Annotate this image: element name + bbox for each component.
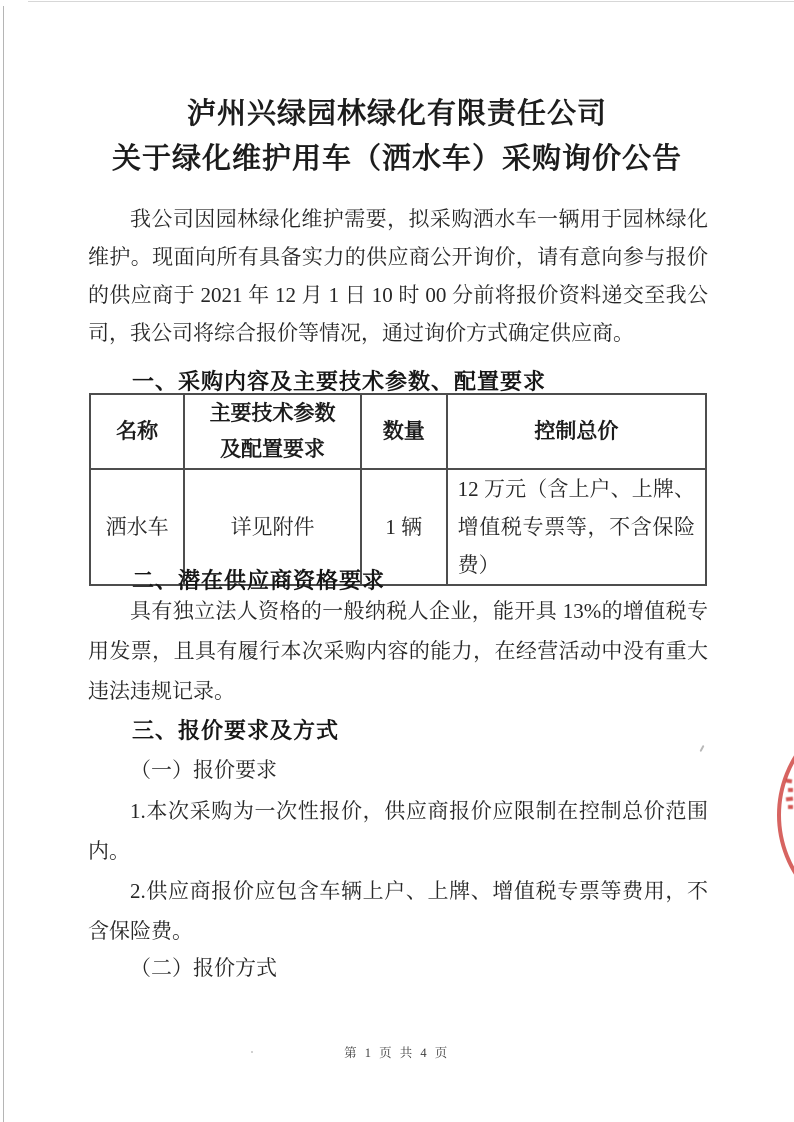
document-title-line2: 关于绿化维护用车（洒水车）采购询价公告 (111, 143, 682, 175)
cell-item-name: 洒水车 (90, 469, 184, 585)
section3-sub2-heading: （二）报价方式 (130, 956, 277, 980)
section3-item1: 1.本次采购为一次性报价，供应商报价应限制在控制总价范围内。 (88, 799, 708, 863)
red-seal-icon (777, 702, 794, 928)
intro-paragraph: 我公司因园林绿化维护需要，拟采购洒水车一辆用于园林绿化维护。现面向所有具备实力的供应商公开询价，请有意向参与报价的供应商于 2021 年 12 月 1 日 10 时 00 分前将报价资料递交至我公司，我公司将综合报价等情况，通过询价方式确定供应商。 (88, 207, 708, 345)
cell-item-qty: 1 辆 (361, 469, 447, 585)
cell-item-spec: 详见附件 (184, 469, 361, 585)
red-seal-text-fragment (786, 779, 792, 784)
red-seal-text-fragment (788, 805, 793, 809)
section3-sub1-heading: （一）报价要求 (130, 758, 277, 782)
scan-edge-top (28, 1, 794, 2)
page-number: 第 1 页 共 4 页 (344, 1046, 450, 1060)
scan-edge-left (3, 6, 4, 1122)
document-title-line1: 泸州兴绿园林绿化有限责任公司 (186, 98, 607, 130)
cell-item-price: 12 万元（含上户、上牌、增值税专票等，不含保险费） (447, 469, 706, 585)
section3-item2: 2.供应商报价应包含车辆上户、上牌、增值税专票等费用，不含保险费。 (88, 879, 708, 943)
procurement-table (89, 393, 707, 586)
column-header-qty: 数量 (361, 394, 447, 469)
table-header-row (90, 394, 706, 469)
section2-heading: 二、潜在供应商资格要求 (132, 568, 386, 593)
section3-heading: 三、报价要求及方式 (132, 718, 340, 743)
column-header-price: 控制总价 (447, 394, 706, 469)
red-seal-text-fragment (788, 788, 793, 792)
column-header-name: 名称 (90, 394, 184, 469)
section1-heading: 一、采购内容及主要技术参数、配置要求 (132, 369, 547, 394)
red-seal-text-fragment (786, 797, 793, 802)
section2-paragraph: 具有独立法人资格的一般纳税人企业，能开具 13%的增值税专用发票，且具有履行本次采购内容的能力，在经营活动中没有重大违法违规记录。 (88, 599, 708, 703)
column-header-spec: 主要技术参数及配置要求 (184, 394, 361, 469)
